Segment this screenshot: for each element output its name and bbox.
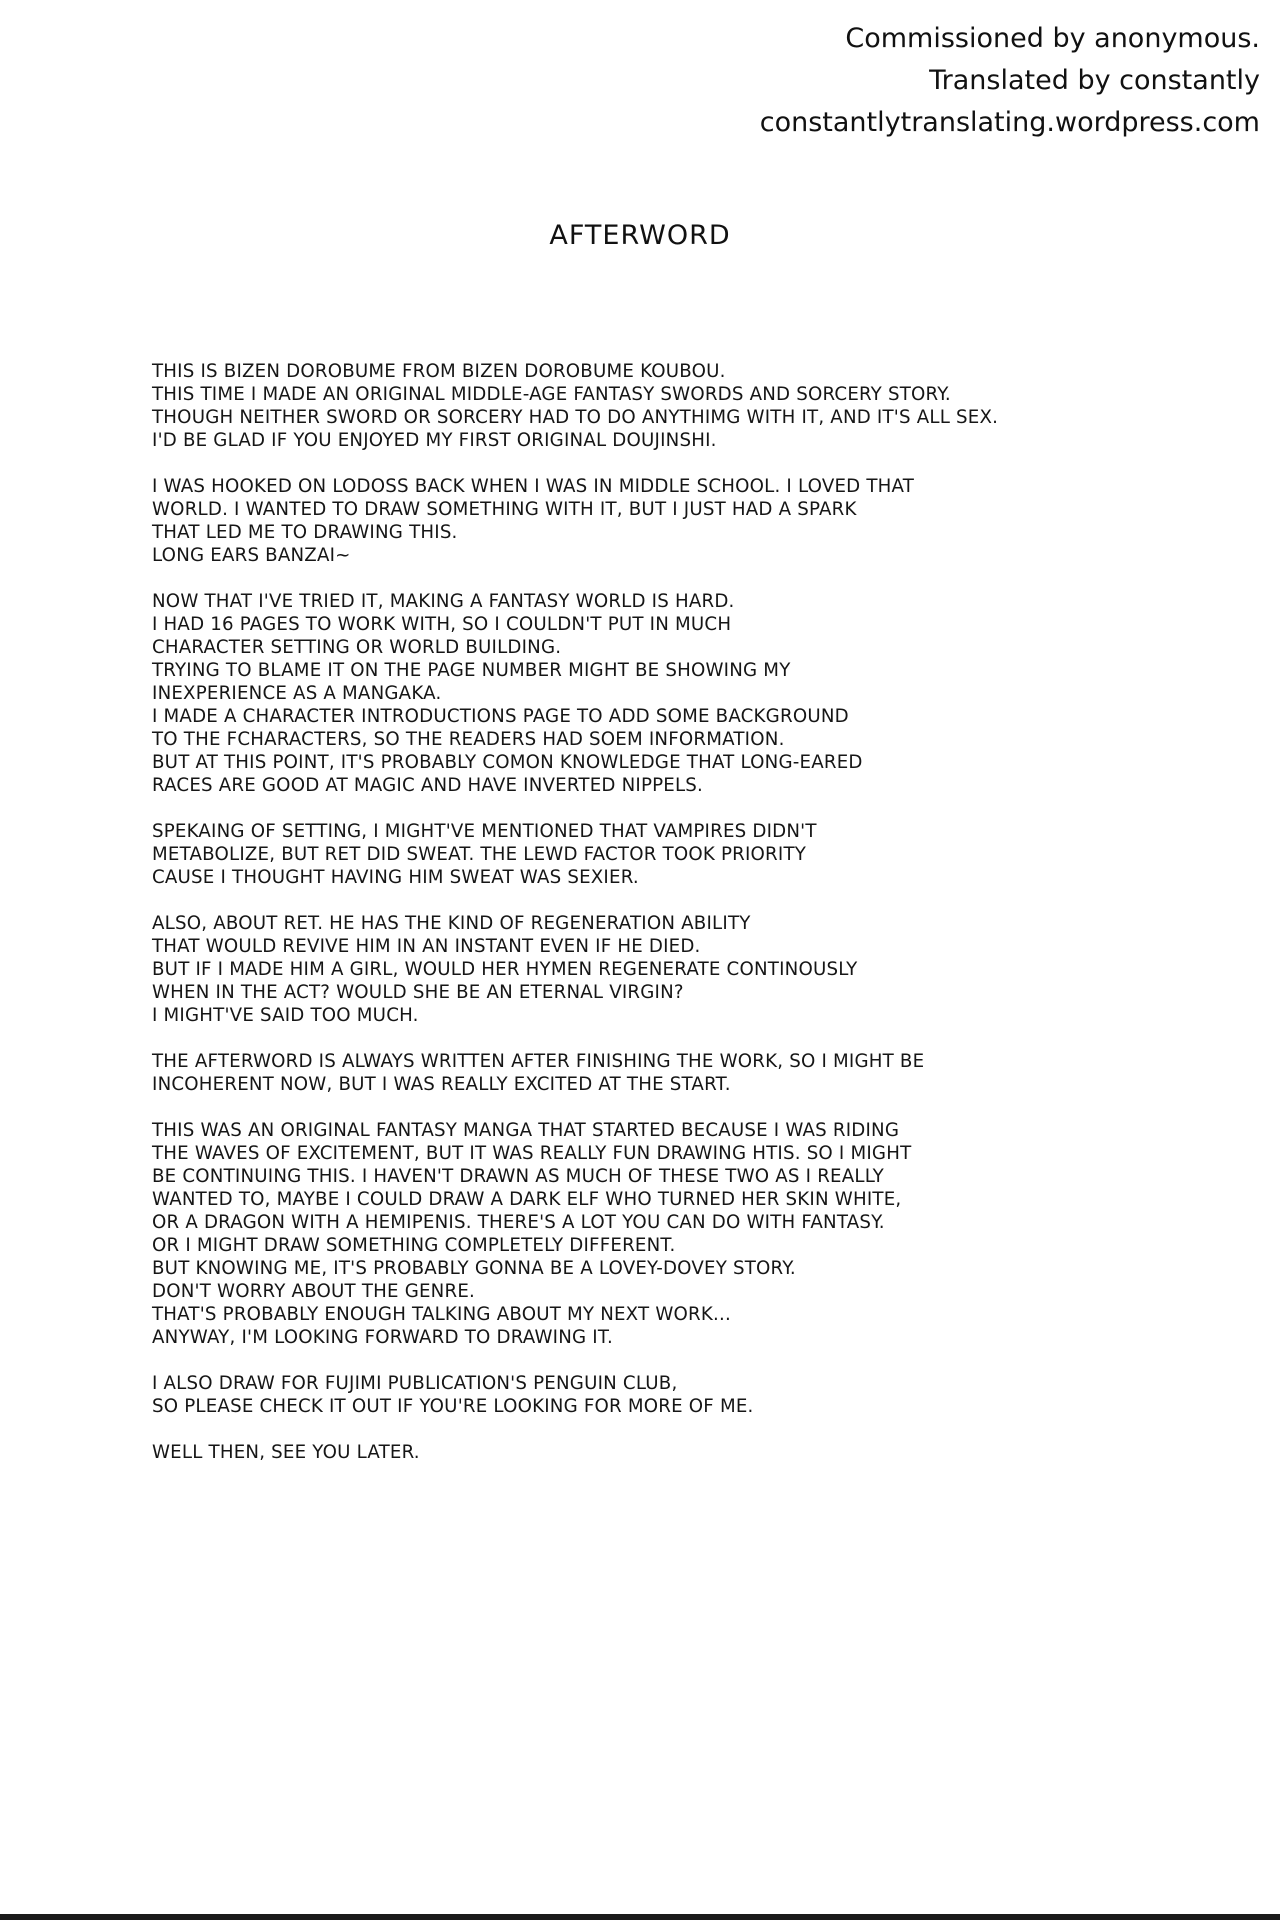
text-line: OR A DRAGON WITH A HEMIPENIS. THERE'S A LOT YOU CAN DO WITH FANTASY. (152, 1212, 885, 1233)
paragraph (152, 820, 1202, 889)
text-line: THIS IS BIZEN DOROBUME FROM BIZEN DOROBUME KOUBOU. (152, 361, 726, 382)
text-line: TRYING TO BLAME IT ON THE PAGE NUMBER MIGHT BE SHOWING MY (152, 660, 791, 681)
bottom-border (0, 1914, 1280, 1920)
translator-credits (760, 18, 1260, 144)
text-line: I MIGHT'VE SAID TOO MUCH. (152, 1005, 419, 1026)
text-line: THOUGH NEITHER SWORD OR SORCERY HAD TO DO ANYTHIMG WITH IT, AND IT'S ALL SEX. (152, 407, 999, 428)
text-line: OR I MIGHT DRAW SOMETHING COMPLETELY DIFFERENT. (152, 1235, 676, 1256)
text-line: I'D BE GLAD IF YOU ENJOYED MY FIRST ORIGINAL DOUJINSHI. (152, 430, 717, 451)
afterword-body (152, 360, 1202, 1487)
text-line: THIS WAS AN ORIGINAL FANTASY MANGA THAT STARTED BECAUSE I WAS RIDING (152, 1120, 900, 1141)
paragraph (152, 912, 1202, 1027)
paragraph (152, 1050, 1202, 1096)
text-line: BUT KNOWING ME, IT'S PROBABLY GONNA BE A LOVEY-DOVEY STORY. (152, 1258, 796, 1279)
text-line: METABOLIZE, BUT RET DID SWEAT. THE LEWD FACTOR TOOK PRIORITY (152, 844, 807, 865)
text-line: BE CONTINUING THIS. I HAVEN'T DRAWN AS MUCH OF THESE TWO AS I REALLY (152, 1166, 884, 1187)
text-line: I MADE A CHARACTER INTRODUCTIONS PAGE TO ADD SOME BACKGROUND (152, 706, 849, 727)
text-line: NOW THAT I'VE TRIED IT, MAKING A FANTASY WORLD IS HARD. (152, 591, 735, 612)
text-line: LONG EARS BANZAI~ (152, 545, 351, 566)
text-line: THIS TIME I MADE AN ORIGINAL MIDDLE-AGE FANTASY SWORDS AND SORCERY STORY. (152, 384, 951, 405)
text-line: SO PLEASE CHECK IT OUT IF YOU'RE LOOKING FOR MORE OF ME. (152, 1396, 754, 1417)
text-line: INEXPERIENCE AS A MANGAKA. (152, 683, 442, 704)
credit-line-website: constantlytranslating.wordpress.com (759, 107, 1260, 138)
text-line: THAT LED ME TO DRAWING THIS. (152, 522, 458, 543)
text-line: WANTED TO, MAYBE I COULD DRAW A DARK ELF WHO TURNED HER SKIN WHITE, (152, 1189, 902, 1210)
text-line: SPEKAING OF SETTING, I MIGHT'VE MENTIONED THAT VAMPIRES DIDN'T (152, 821, 817, 842)
page-title: AFTERWORD (549, 220, 731, 251)
text-line: THAT'S PROBABLY ENOUGH TALKING ABOUT MY NEXT WORK... (152, 1304, 731, 1325)
text-line: ALSO, ABOUT RET. HE HAS THE KIND OF REGENERATION ABILITY (152, 913, 751, 934)
text-line: THE WAVES OF EXCITEMENT, BUT IT WAS REALLY FUN DRAWING HTIS. SO I MIGHT (152, 1143, 912, 1164)
text-line: RACES ARE GOOD AT MAGIC AND HAVE INVERTED NIPPELS. (152, 775, 704, 796)
text-line: DON'T WORRY ABOUT THE GENRE. (152, 1281, 475, 1302)
paragraph (152, 590, 1202, 797)
text-line: WORLD. I WANTED TO DRAW SOMETHING WITH IT, BUT I JUST HAD A SPARK (152, 499, 857, 520)
text-line: I WAS HOOKED ON LODOSS BACK WHEN I WAS IN MIDDLE SCHOOL. I LOVED THAT (152, 476, 915, 497)
text-line: THAT WOULD REVIVE HIM IN AN INSTANT EVEN IF HE DIED. (152, 936, 701, 957)
paragraph (152, 475, 1202, 567)
text-line: BUT IF I MADE HIM A GIRL, WOULD HER HYMEN REGENERATE CONTINOUSLY (152, 959, 858, 980)
text-line: INCOHERENT NOW, BUT I WAS REALLY EXCITED AT THE START. (152, 1074, 731, 1095)
text-line: CHARACTER SETTING OR WORLD BUILDING. (152, 637, 562, 658)
paragraph (152, 360, 1202, 452)
text-line: THE AFTERWORD IS ALWAYS WRITTEN AFTER FINISHING THE WORK, SO I MIGHT BE (152, 1051, 925, 1072)
credit-line-translator: Translated by constantly (929, 65, 1260, 96)
credit-line-commission: Commissioned by anonymous. (845, 23, 1260, 54)
text-line: I HAD 16 PAGES TO WORK WITH, SO I COULDN'T PUT IN MUCH (152, 614, 732, 635)
text-line: BUT AT THIS POINT, IT'S PROBABLY COMON KNOWLEDGE THAT LONG-EARED (152, 752, 863, 773)
paragraph (152, 1119, 1202, 1349)
text-line: ANYWAY, I'M LOOKING FORWARD TO DRAWING IT. (152, 1327, 613, 1348)
paragraph (152, 1441, 1202, 1464)
text-line: WHEN IN THE ACT? WOULD SHE BE AN ETERNAL VIRGIN? (152, 982, 684, 1003)
text-line: CAUSE I THOUGHT HAVING HIM SWEAT WAS SEXIER. (152, 867, 639, 888)
text-line: WELL THEN, SEE YOU LATER. (152, 1442, 420, 1463)
text-line: TO THE FCHARACTERS, SO THE READERS HAD SOEM INFORMATION. (152, 729, 785, 750)
paragraph (152, 1372, 1202, 1418)
text-line: I ALSO DRAW FOR FUJIMI PUBLICATION'S PENGUIN CLUB, (152, 1373, 678, 1394)
